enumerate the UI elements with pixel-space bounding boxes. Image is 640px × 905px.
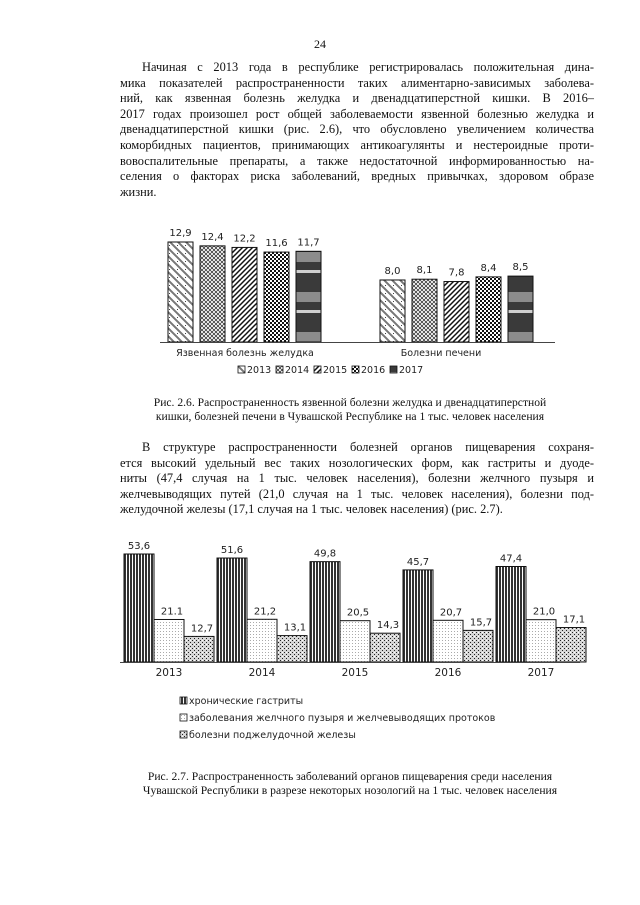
- data-label: 12,7: [190, 623, 214, 635]
- caption-line: Рис. 2.7. Распространенность заболеваний органов пищеварения среди населения: [147, 770, 553, 783]
- caption-line: Чувашской Республики в разрезе некоторых нозологий на 1 тыс. человек населения: [142, 784, 558, 797]
- data-label: 8,1: [416, 265, 433, 277]
- data-label: 8,0: [384, 265, 401, 277]
- category-label: Болезни печени: [400, 348, 482, 359]
- paragraph-line: вовоспалительные препараты, а также недостаточной информированностью на-: [120, 153, 594, 168]
- paragraph-line: ний, как язвенная болезнь желудка и двенадцатиперстной кишки. В 2016–: [120, 91, 594, 106]
- data-label: 17,1: [562, 614, 586, 626]
- data-label: 8,4: [480, 262, 497, 274]
- category-label: 2016: [434, 667, 462, 679]
- bar-series-3: [370, 633, 400, 662]
- paragraph-line: ниты (47,4 случая на 1 тыс. человек населения), болезни желчного пузыря и: [120, 471, 594, 486]
- category-label: 2015: [341, 667, 369, 679]
- data-label: 49,8: [313, 548, 337, 560]
- bar-series-3: [184, 636, 214, 662]
- category-label: Язвенная болезнь желудка: [176, 348, 314, 359]
- data-label: 12,2: [233, 233, 256, 245]
- category-label: 2013: [155, 667, 183, 679]
- data-label: 21,2: [253, 606, 277, 618]
- data-label: 47,4: [499, 553, 523, 565]
- paragraph-line: В структуре распространенности болезней органов пищеварения сохраня-: [142, 440, 594, 454]
- legend-swatch: [180, 714, 187, 721]
- bar-series-3: [463, 630, 493, 662]
- data-label: 45,7: [406, 556, 430, 568]
- data-label: 53,6: [127, 541, 151, 552]
- bar-series-3: [556, 628, 586, 662]
- data-label: 12,9: [169, 228, 192, 239]
- bar-series-3: [277, 636, 307, 662]
- data-label: 51,6: [220, 545, 244, 557]
- category-label: 2014: [248, 667, 276, 679]
- paragraph-line: 2017 годах произошел рост общей заболеваемости язвенной болезнью желудка и: [120, 106, 594, 121]
- bar-series-2: [526, 620, 556, 662]
- data-label: 14,3: [376, 620, 400, 632]
- page-number: 24: [314, 37, 326, 51]
- legend-swatch: [180, 697, 187, 704]
- data-label: 20,7: [439, 607, 463, 619]
- bar-series-1: [310, 562, 340, 662]
- bar-series-2: [247, 619, 277, 662]
- data-label: 21.1: [160, 606, 184, 618]
- bar-series-1: [403, 570, 433, 662]
- legend-label: заболевания желчного пузыря и желчевыводящих протоков: [189, 713, 496, 724]
- legend-label: 2014: [285, 365, 310, 376]
- caption-line: Рис. 2.6. Распространенность язвенной болезни желудка и двенадцатиперстной: [153, 396, 547, 409]
- data-label: 21,0: [532, 606, 556, 618]
- paragraph-line: двенадцатиперстной кишки (рис. 2.6), что обусловлено увеличением количества: [120, 122, 594, 137]
- data-label: 8,5: [512, 262, 529, 274]
- bar-series-1: [124, 554, 154, 662]
- paragraph-line: жизни.: [120, 184, 157, 199]
- paragraph-line: мика показателей распространенности таких алиментарно-зависимых заболева-: [120, 75, 594, 90]
- bar-series-2: [154, 619, 184, 662]
- legend-swatch: [180, 731, 187, 738]
- paragraph-line: желудочной железы (17,1 случая на 1 тыс. человек населения) (рис. 2.7).: [120, 502, 503, 517]
- figure-caption-2-7: [100, 770, 600, 798]
- legend-label: 2015: [323, 365, 348, 376]
- paragraph-line: желчевыводящих путей (21,0 случая на 1 тыс. человек населения), болезни под-: [120, 486, 594, 501]
- caption-line: кишки, болезней печени в Чувашской Республике на 1 тыс. человек населения: [155, 410, 545, 423]
- bar-series-1: [217, 558, 247, 662]
- legend-label: хронические гастриты: [189, 696, 304, 707]
- data-label: 13,1: [283, 622, 307, 634]
- data-label: 7,8: [448, 267, 465, 279]
- data-label: 15,7: [469, 617, 493, 629]
- legend-label: 2016: [361, 365, 386, 376]
- legend-label: 2017: [399, 365, 424, 376]
- paragraph-line: ется высокий удельный вес таких нозологических форм, как гастриты и дуоде-: [120, 455, 594, 470]
- legend-label: болезни поджелудочной железы: [189, 730, 356, 741]
- paragraph-line: селения о факторах риска заболеваний, вредных привычках, здоровом образе: [120, 169, 594, 184]
- bar-series-1: [496, 566, 526, 662]
- paragraph-line: коморбидных пациентов, принимающих антикоагулянты и нестероидные проти-: [120, 137, 594, 152]
- legend-label: 2013: [247, 365, 272, 376]
- bar-series-2: [433, 620, 463, 662]
- category-label: 2017: [527, 667, 555, 679]
- data-label: 12,4: [201, 231, 224, 243]
- paragraph-line: Начиная с 2013 года в республике регистрировалась положительная дина-: [142, 60, 594, 74]
- data-label: 20,5: [346, 607, 370, 619]
- data-label: 11,7: [297, 237, 320, 249]
- data-label: 11,6: [265, 238, 288, 250]
- bar-series-2: [340, 621, 370, 662]
